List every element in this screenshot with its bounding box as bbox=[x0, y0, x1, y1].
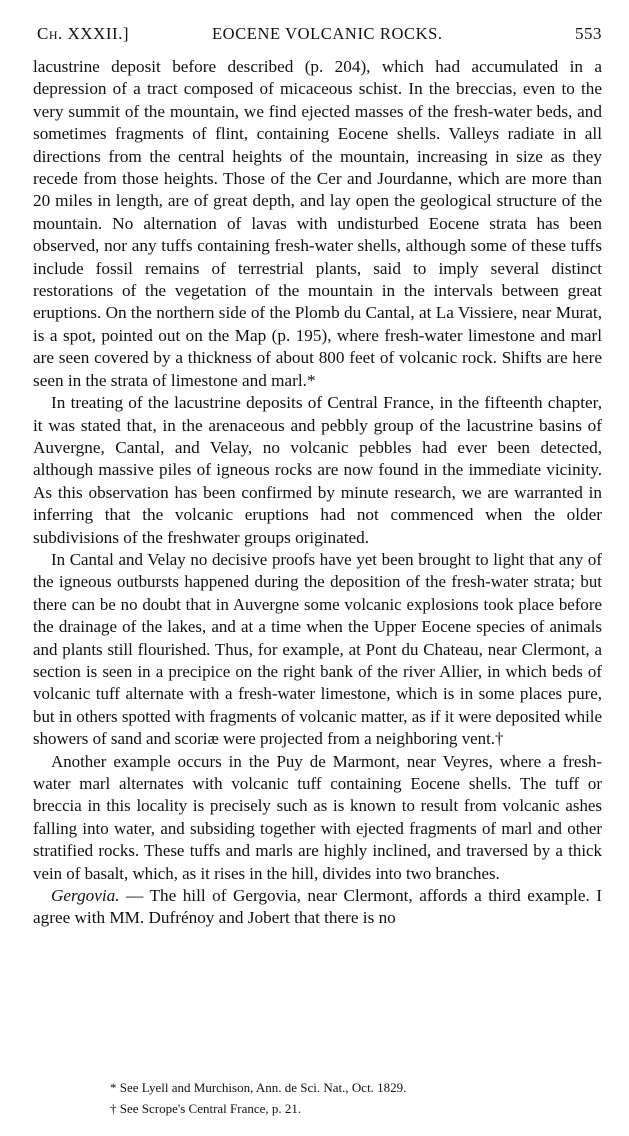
gergovia-heading: Gergovia. bbox=[51, 886, 120, 906]
footnotes bbox=[110, 1077, 590, 1119]
paragraph-cantal-continued: lacustrine deposit before described (p. 204), which had accumulated in a depression of a tract composed of micaceous schist. In the breccias, even to the very summit of the mountain, we find ejected masses of the fresh-water beds, and sometimes fragments of flint, containing Eocene shells. Valleys radiate in all directions from the central heights of the mountain, increasing in size as they recede from those heights. Those of the Cer and Jourdanne, which are more than 20 miles in length, are of great depth, and lay open the geological structure of the mountain. No alternation of lavas with undisturbed Eocene strata has been observed, nor any tuffs containing fresh-water shells, although some of these tuffs include fossil remains of terrestrial plants, said to imply several distinct restorations of the vegetation of the mountain in the intervals between great eruptions. On the northern side of the Plomb du Cantal, at La Vissiere, near Murat, is a spot, pointed out on the Map (p. 195), where fresh-water limestone and marl are seen covered by a thickness of about 800 feet of volcanic rock. Shifts are here seen in the strata of limestone and marl.* bbox=[33, 57, 602, 390]
gergovia-text: — The hill of Gergovia, near Clermont, affords a third example. I agree with MM. Dufrénoy and Jobert that there is no bbox=[33, 886, 602, 928]
running-title: EOCENE VOLCANIC ROCKS. bbox=[212, 24, 443, 43]
chapter-reference: Ch. XXXII.] bbox=[37, 24, 130, 43]
body-text bbox=[33, 56, 602, 930]
paragraph-puy-de-marmont: Another example occurs in the Puy de Marmont, near Veyres, where a fresh-water marl alternates with volcanic tuff containing Eocene shells. The tuff or breccia in this locality is precisely such as is known to result from volcanic ashes falling into water, and subsiding together with ejected fragments of marl and other stratified rocks. These tuffs and marls are highly inclined, and traversed by a thick vein of basalt, which, as it rises in the hill, divides into two branches. bbox=[33, 751, 602, 883]
footnote-dagger: † See Scrope's Central France, p. 21. bbox=[110, 1101, 302, 1116]
paragraph-cantal-velay: In Cantal and Velay no decisive proofs have yet been brought to light that any of the igneous outbursts happened during the deposition of the fresh-water strata; but there can be no doubt that in Auvergne some volcanic explosions took place before the drainage of the lakes, and at a time when the Upper Eocene species of animals and plants still flourished. Thus, for example, at Pont du Chateau, near Clermont, a section is seen in a precipice on the right bank of the river Allier, in which beds of volcanic tuff alternate with a fresh-water limestone, which is in some places pure, but in others spotted with fragments of volcanic matter, as if it were deposited while showers of sand and scoriæ were projected from a neighboring vent.† bbox=[33, 549, 602, 749]
paragraph-gergovia bbox=[33, 885, 602, 930]
footnote-star: * See Lyell and Murchison, Ann. de Sci. Nat., Oct. 1829. bbox=[110, 1080, 407, 1095]
running-header bbox=[37, 24, 602, 50]
page-number: 553 bbox=[575, 24, 602, 43]
paragraph-lacustrine-deposits: In treating of the lacustrine deposits of Central France, in the fifteenth chapter, it was stated that, in the arenaceous and pebbly group of the lacustrine basins of Auvergne, Cantal, and Velay, no volcanic pebbles had ever been detected, although massive piles of igneous rocks are now found in the immediate vicinity. As this observation has been confirmed by minute research, we are warranted in inferring that the volcanic eruptions had not commenced when the older subdivisions of the freshwater groups originated. bbox=[33, 393, 602, 547]
